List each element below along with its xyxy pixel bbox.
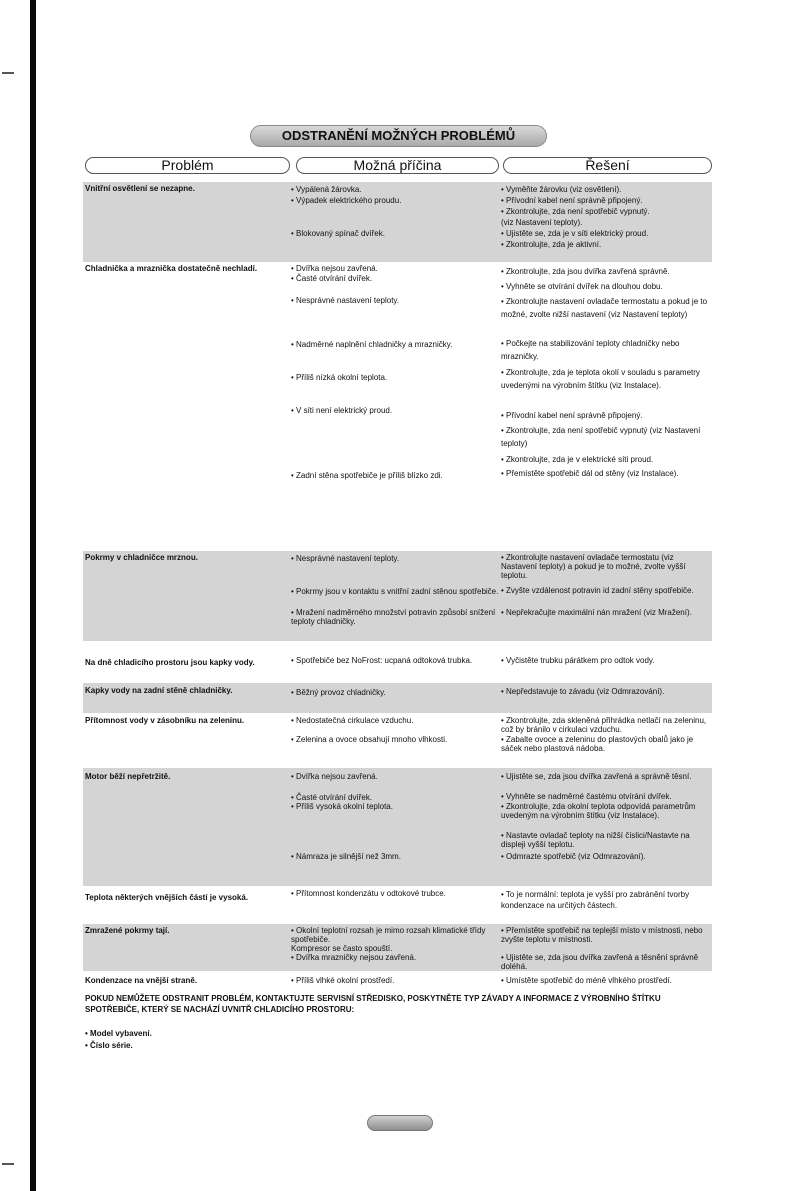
table-row xyxy=(83,768,712,886)
solution-cell: • Zkontrolujte, zda je teplota okolí v souladu s parametry uvedenými na výrobním štítku (viz Instalace). xyxy=(501,368,700,390)
solution-cell: (viz Nastavení teploty). xyxy=(501,218,583,227)
solution-cell: • Přívodní kabel není správně připojený. xyxy=(501,411,643,420)
problem-cell: Kapky vody na zadní stěně chladničky. xyxy=(85,686,233,695)
problem-cell: Pokrmy v chladničce mrznou. xyxy=(85,553,198,562)
solution-cell: • Nepřekračujte maximální nán mražení (viz Mražení). xyxy=(501,608,692,617)
cause-cell: • Příliš vysoká okolní teplota. xyxy=(291,802,393,811)
cause-cell: • Blokovaný spínač dvířek. xyxy=(291,229,385,238)
cause-cell: • Dvířka mrazničky nejsou zavřená. xyxy=(291,953,417,962)
problem-cell: Zmražené pokrmy tají. xyxy=(85,926,170,935)
page-title: ODSTRANĚNÍ MOŽNÝCH PROBLÉMŮ xyxy=(250,125,547,147)
table-row xyxy=(83,972,712,988)
table-row xyxy=(83,713,712,767)
cause-cell: • Pokrmy jsou v kontaktu s vnitřní zadní stěnou spotřebiče. xyxy=(291,587,499,596)
solution-cell: • Zkontrolujte, zda okolní teplota odpovídá parametrům uvedeným na výrobním štítku (viz Instalace). xyxy=(501,802,696,820)
solution-cell: • Ujistěte se, zda jsou dvířka zavřená a těsnění správně doléhá. xyxy=(501,953,699,971)
cause-cell: • Dvířka nejsou zavřená. xyxy=(291,772,378,781)
solution-cell: • Přemístěte spotřebič dál od stěny (viz Instalace). xyxy=(501,469,679,478)
cause-cell: • Časté otvírání dvířek. xyxy=(291,793,373,802)
cause-cell: • Nesprávné nastavení teploty. xyxy=(291,554,400,563)
solution-cell: • Vyhněte se otvírání dvířek na dlouhou dobu. xyxy=(501,282,663,291)
cause-cell: Kompresor se často spouští. xyxy=(291,944,393,953)
solution-cell: • Nepředstavuje to závadu (viz Odmrazování). xyxy=(501,687,665,696)
cause-cell: • Námraza je silnější než 3mm. xyxy=(291,852,401,861)
contact-service-notice: POKUD NEMŮŽETE ODSTRANIT PROBLÉM, KONTAKTUJTE SERVISNÍ STŘEDISKO, POSKYTNĚTE TYP ZÁVADY A INFORMACE Z VÝROBNÍHO ŠTÍTKU SPOTŘEBIČE, KTERÝ SE NACHÁZÍ UVNITŘ CHLADICÍHO PROSTORU: xyxy=(85,994,661,1014)
solution-cell: • Zkontrolujte, zda je v elektrické síti proud. xyxy=(501,455,654,464)
header-problem: Problém xyxy=(85,157,290,174)
table-row xyxy=(83,924,712,971)
cause-cell: • Mražení nadměrného množství potravin způsobí snížení teploty chladničky. xyxy=(291,608,496,626)
solution-cell: • Vyměňte žárovku (viz osvětlení). xyxy=(501,185,622,194)
solution-cell: • Přemístěte spotřebič na teplejší místo v místnosti, nebo zvyšte teplotu v místnosti. xyxy=(501,926,703,944)
info-list-item: • Model vybavení. xyxy=(85,1029,152,1038)
crop-mark xyxy=(2,72,14,74)
cause-cell: • Okolní teplotní rozsah je mimo rozsah klimatické třídy spotřebiče. xyxy=(291,926,486,944)
solution-cell: • Umístěte spotřebič do méně vlhkého prostředí. xyxy=(501,976,672,985)
solution-cell: • Ujistěte se, zda jsou dvířka zavřená a správně těsní. xyxy=(501,772,692,781)
cause-cell: • Nadměrné naplnění chladničky a mrazničky. xyxy=(291,340,453,349)
solution-cell: • Zabalte ovoce a zeleninu do plastových obalů jako je sáček nebo plastová nádoba. xyxy=(501,735,694,753)
cause-cell: • V síti není elektrický proud. xyxy=(291,406,393,415)
cause-cell: • Přítomnost kondenzátu v odtokové trubce. xyxy=(291,889,446,898)
solution-cell: • Vyčistěte trubku párátkem pro odtok vody. xyxy=(501,656,655,665)
problem-cell: Kondenzace na vnější straně. xyxy=(85,976,198,985)
info-list-item: • Číslo série. xyxy=(85,1041,133,1050)
cause-cell: • Běžný provoz chladničky. xyxy=(291,688,386,697)
solution-cell: • Zkontrolujte, zda skleněná přihrádka netlačí na zeleninu, což by bránilo v cirkulaci vzduchu. xyxy=(501,716,707,734)
cause-cell: • Zadní stěna spotřebiče je příliš blízko zdi. xyxy=(291,471,443,480)
cause-cell: • Příliš vlhké okolní prostředí. xyxy=(291,976,395,985)
table-row xyxy=(83,262,712,547)
cause-cell: • Časté otvírání dvířek. xyxy=(291,274,373,283)
table-row xyxy=(83,551,712,641)
table-row xyxy=(83,886,712,924)
solution-cell: • Vyhněte se nadměrné častému otvírání dvířek. xyxy=(501,792,672,801)
solution-cell: • Odmrazte spotřebič (viz Odmrazování). xyxy=(501,852,646,861)
solution-cell: • Zkontrolujte, zda není spotřebič vypnutý (viz Nastavení teploty) xyxy=(501,426,701,448)
cause-cell: • Výpadek elektrického proudu. xyxy=(291,196,402,205)
cause-cell: • Nesprávné nastavení teploty. xyxy=(291,296,400,305)
problem-cell: Teplota některých vnějších částí je vysoká. xyxy=(85,893,249,902)
solution-cell: • Zkontrolujte nastavení ovladače termostatu (viz Nastavení teploty) a pokud je to možné, zvolte vyšší teplotu. xyxy=(501,553,686,580)
problem-cell: Přítomnost vody v zásobníku na zeleninu. xyxy=(85,716,245,725)
solution-cell: • Zkontrolujte, zda je aktivní. xyxy=(501,240,602,249)
cause-cell: • Nedostatečná cirkulace vzduchu. xyxy=(291,716,414,725)
solution-cell: • Zkontrolujte nastavení ovladače termostatu a pokud je to možné, zvolte nižší nastavení (viz Nastavení teploty) xyxy=(501,297,708,319)
binding-edge-stripe xyxy=(30,0,36,1191)
header-solution: Řešení xyxy=(503,157,712,174)
crop-mark xyxy=(2,1163,14,1165)
problem-cell: Chladnička a mraznička dostatečně nechladí. xyxy=(85,264,258,273)
table-row xyxy=(83,683,712,713)
solution-cell: • Počkejte na stabilizování teploty chladničky nebo mrazničky. xyxy=(501,339,680,361)
table-row xyxy=(83,652,712,683)
solution-cell: • Ujistěte se, zda je v síti elektrický proud. xyxy=(501,229,649,238)
solution-cell: • Zkontrolujte, zda není spotřebič vypnutý. xyxy=(501,207,650,216)
problem-cell: Motor běží nepřetržitě. xyxy=(85,772,171,781)
problem-cell: Vnitřní osvětlení se nezapne. xyxy=(85,184,195,193)
cause-cell: • Vypálená žárovka. xyxy=(291,185,362,194)
problem-cell: Na dně chladicího prostoru jsou kapky vody. xyxy=(85,658,255,667)
solution-cell: • Přívodní kabel není správně připojený. xyxy=(501,196,643,205)
solution-cell: • Nastavte ovladač teploty na nižší číslici/Nastavte na displeji vyšší teplotu. xyxy=(501,831,690,849)
page-number-tab xyxy=(367,1115,433,1131)
cause-cell: • Příliš nízká okolní teplota. xyxy=(291,373,388,382)
header-cause: Možná příčina xyxy=(296,157,499,174)
solution-cell: • Zkontrolujte, zda jsou dvířka zavřená správně. xyxy=(501,267,670,276)
cause-cell: • Dvířka nejsou zavřená. xyxy=(291,264,378,273)
solution-cell: • Zvyšte vzdálenost potravin id zadní stěny spotřebiče. xyxy=(501,586,694,595)
cause-cell: • Spotřebiče bez NoFrost: ucpaná odtoková trubka. xyxy=(291,656,473,665)
solution-cell: • To je normální: teplota je vyšší pro zabránění tvorby kondenzace na určitých částech. xyxy=(501,890,690,910)
cause-cell: • Zelenina a ovoce obsahují mnoho vlhkosti. xyxy=(291,735,448,744)
table-row xyxy=(83,182,712,262)
